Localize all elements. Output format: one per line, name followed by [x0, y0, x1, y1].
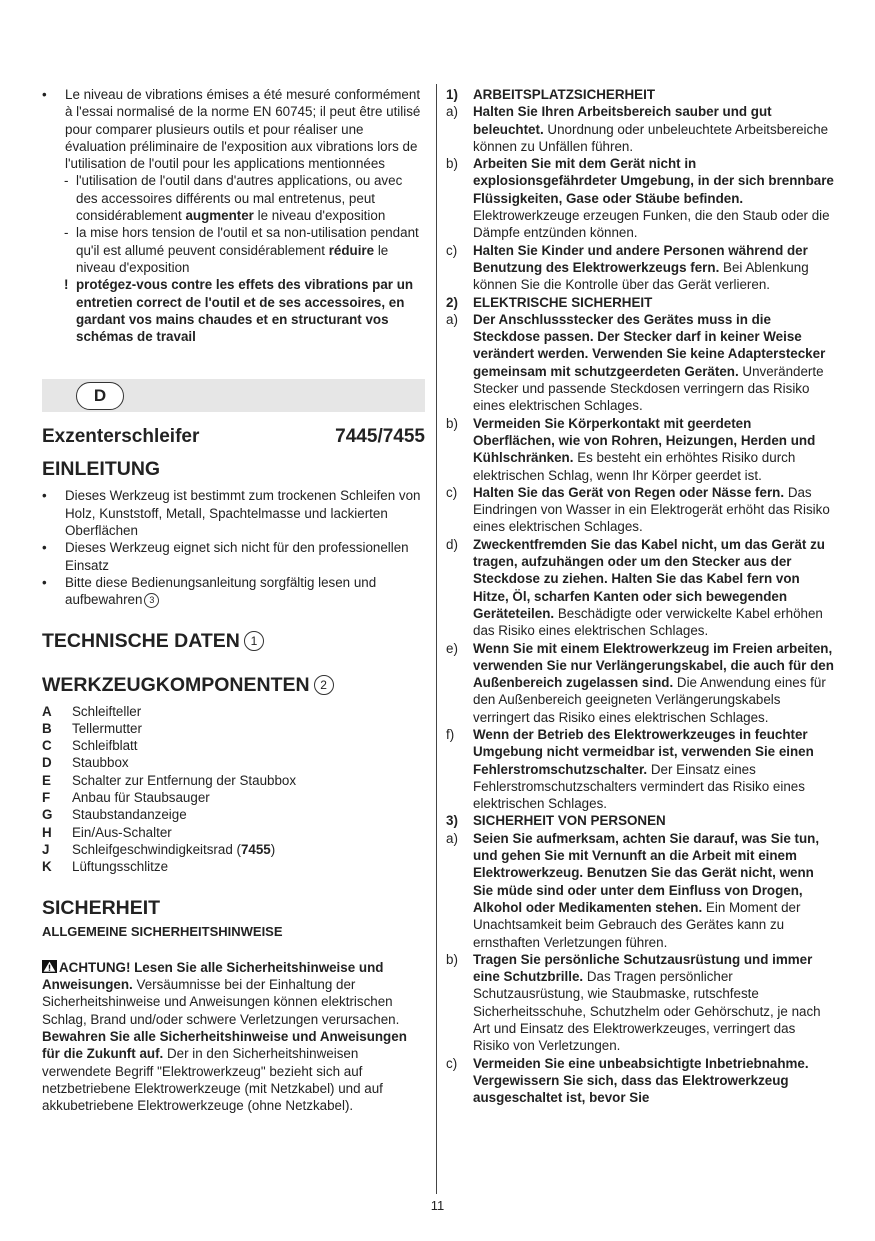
fr-warning-item: ! protégez-vous contre les effets des vibrations par un entretien correct de l'outil et de ses accessoires, en gardant vos mains chaudes et en structurant vos schémas de travail — [64, 277, 414, 345]
language-band — [42, 379, 425, 412]
components-heading: WERKZEUGKOMPONENTEN 2 — [42, 673, 425, 697]
page-number: 11 — [430, 1198, 445, 1213]
list-item: • Dieses Werkzeug eignet sich nicht für den professionellen Einsatz — [42, 540, 409, 573]
einleitung-heading: EINLEITUNG — [42, 458, 161, 481]
list-item: • Bitte diese Bedienungsanleitung sorgfältig lesen und aufbewahren 3 — [42, 574, 377, 608]
fr-sub-item: - la mise hors tension de l'outil et sa non-utilisation pendant qu'il est allumé peuvent considérablement réduire le niveau d'exposition — [64, 225, 419, 275]
safety-heading: SICHERHEIT — [42, 896, 161, 919]
list-item: f) Wenn der Betrieb des Elektrowerkzeuges in feuchter Umgebung nicht vermeidbar ist, verwenden Sie einen Fehlerstromschutzschalter. Der Einsatz eines Fehlerstromschutzschalters vermindert das Risiko eines elektrischen Schlages. — [446, 726, 814, 812]
section-heading: 2) ELEKTRISCHE SICHERHEIT — [446, 294, 653, 310]
list-item: c) Halten Sie das Gerät von Regen oder Nässe fern. Das Eindringen von Wasser in ein Elektrogerät erhöht das Risiko eines elektrischen Schlages. — [446, 484, 830, 535]
list-item: E Schalter zur Entfernung der Staubbox — [42, 772, 297, 788]
tech-data-heading: TECHNISCHE DATEN 1 — [42, 629, 425, 653]
list-item: A Schleifteller — [42, 703, 142, 719]
left-column — [42, 86, 425, 1114]
safety-warning-paragraph: ACHTUNG! Lesen Sie alle Sicherheitshinweise und Anweisungen. Versäumnisse bei der Einhaltung der Sicherheitshinweise und Anweisungen können elektrischen Schlag, Brand und/oder schwere Verletzungen verursachen. Bewahren Sie alle Sicherheitshinweise und Anweisungen für die Zukunft auf. Der in den Sicherheitshinweisen verwendete Begriff "Elektrowerkzeug" bezieht sich auf netzbetriebene Elektrowerkzeuge (mit Netzkabel) und auf akkubetriebene Elektrowerkzeuge (ohne Netzkabel). — [42, 959, 407, 1114]
intro-list — [42, 487, 425, 608]
list-item: C Schleifblatt — [42, 738, 138, 754]
list-item: b) Arbeiten Sie mit dem Gerät nicht in explosionsgefährdeter Umgebung, in der sich brennbare Flüssigkeiten, Gase oder Stäube befinden. Elektrowerkzeuge erzeugen Funken, die den Staub oder die Dämpfe entzünden können. — [446, 156, 834, 241]
product-model: 7445/7455 — [335, 426, 425, 448]
figure-ref-2: 2 — [314, 675, 334, 695]
list-item: c) Vermeiden Sie eine unbeabsichtigte Inbetriebnahme. Vergewissern Sie sich, dass das Elektrowerkzeug ausgeschaltet ist, bevor Sie — [446, 1055, 809, 1106]
list-item: D Staubbox — [42, 755, 129, 771]
list-item: a) Der Anschlussstecker des Gerätes muss in die Steckdose passen. Der Stecker darf in keiner Weise verändert werden. Verwenden Sie keine Adapterstecker gemeinsam mit schutzgeerdeten Geräten. Unveränderte Stecker und passende Steckdosen verringern das Risiko eines elektrischen Schlages. — [446, 311, 826, 414]
list-item: K Lüftungsschlitze — [42, 859, 169, 875]
section-heading: 1) ARBEITSPLATZSICHERHEIT — [446, 87, 656, 102]
list-item: • Dieses Werkzeug ist bestimmt zum trockenen Schleifen von Holz, Kunststoff, Metall, Spachtelmasse und lackierten Oberflächen — [42, 488, 421, 539]
safety-subheading: ALLGEMEINE SICHERHEITSHINWEISE — [42, 923, 283, 939]
list-item: F Anbau für Staubsauger — [42, 790, 210, 806]
fr-sub-item: - l'utilisation de l'outil dans d'autres applications, ou avec des accessoires différents ou mal entretenus, peut considérablement augmenter le niveau d'exposition — [64, 173, 403, 224]
figure-ref-3: 3 — [144, 593, 159, 608]
list-item: b) Vermeiden Sie Körperkontakt mit geerdeten Oberflächen, wie von Rohren, Heizungen, Herden und Kühlschränken. Es besteht ein erhöhtes Risiko durch elektrischen Schlag, wenn Ihr Körper geerdet ist. — [446, 415, 816, 483]
product-title-row — [42, 426, 425, 448]
list-item: H Ein/Aus-Schalter — [42, 824, 172, 840]
fr-vibration-bullet: • Le niveau de vibrations émises a été mesuré conformément à l'essai normalisé de la norme EN 60745; il peut être utilisé pour comparer plusieurs outils et pour réaliser une évaluation préliminaire de l'exposition aux vibrations lors de l'utilisation de l'outil pour les applications mentionnées — [42, 87, 421, 172]
exclamation-icon: ! — [64, 277, 69, 293]
list-item: d) Zweckentfremden Sie das Kabel nicht, um das Gerät zu tragen, aufzuhängen oder um den Stecker aus der Steckdose zu ziehen. Halten Sie das Kabel fern von Hitze, Öl, scharfen Kanten oder sich bewegenden Geräteteilen. Beschädigte oder verwickelte Kabel erhöhen das Risiko eines elektrischen Schlages. — [446, 536, 825, 639]
figure-ref-1: 1 — [244, 631, 264, 651]
list-item: G Staubstandanzeige — [42, 807, 187, 823]
column-divider — [436, 84, 437, 1194]
warning-icon — [42, 960, 57, 973]
components-list — [42, 703, 425, 876]
product-name: Exzenterschleifer — [42, 426, 200, 448]
language-label: D — [76, 382, 124, 410]
list-item: B Tellermutter — [42, 720, 142, 736]
bullet-marker: • — [42, 87, 47, 102]
list-item: e) Wenn Sie mit einem Elektrowerkzeug im Freien arbeiten, verwenden Sie nur Verlängerungskabel, die auch für den Außenbereich zugelassen sind. Die Anwendung eines für den Außenbereich geeigneten Verlängerungskabels verringert das Risiko eines elektrischen Schlages. — [446, 640, 834, 725]
list-item: a) Seien Sie aufmerksam, achten Sie darauf, was Sie tun, und gehen Sie mit Vernunft an die Arbeit mit einem Elektrowerkzeug. Benutzen Sie das Gerät nicht, wenn Sie müde sind oder unter dem Einfluss von Drogen, Alkohol oder Medikamenten stehen. Ein Moment der Unachtsamkeit beim Gebrauch des Gerätes kann zu ernsthaften Verletzungen führen. — [446, 830, 820, 950]
list-item: a) Halten Sie Ihren Arbeitsbereich sauber und gut beleuchtet. Unordnung oder unbeleuchtete Arbeitsbereiche können zu Unfällen führen. — [446, 104, 829, 154]
list-item: b) Tragen Sie persönliche Schutzausrüstung und immer eine Schutzbrille. Das Tragen persönlicher Schutzausrüstung, wie Staubmaske, rutschfeste Sicherheitsschuhe, Schutzhelm oder Gehörschutz, je nach Art und Einsatz des Elektrowerkzeuges, verringert das Risiko von Verletzungen. — [446, 951, 821, 1054]
section-heading: 3) SICHERHEIT VON PERSONEN — [446, 813, 666, 829]
right-column — [446, 86, 834, 1107]
list-item: J Schleifgeschwindigkeitsrad (7455) — [42, 841, 276, 857]
list-item: c) Halten Sie Kinder und andere Personen während der Benutzung des Elektrowerkzeugs fern. Bei Ablenkung können Sie die Kontrolle über das Gerät verlieren. — [446, 242, 809, 293]
